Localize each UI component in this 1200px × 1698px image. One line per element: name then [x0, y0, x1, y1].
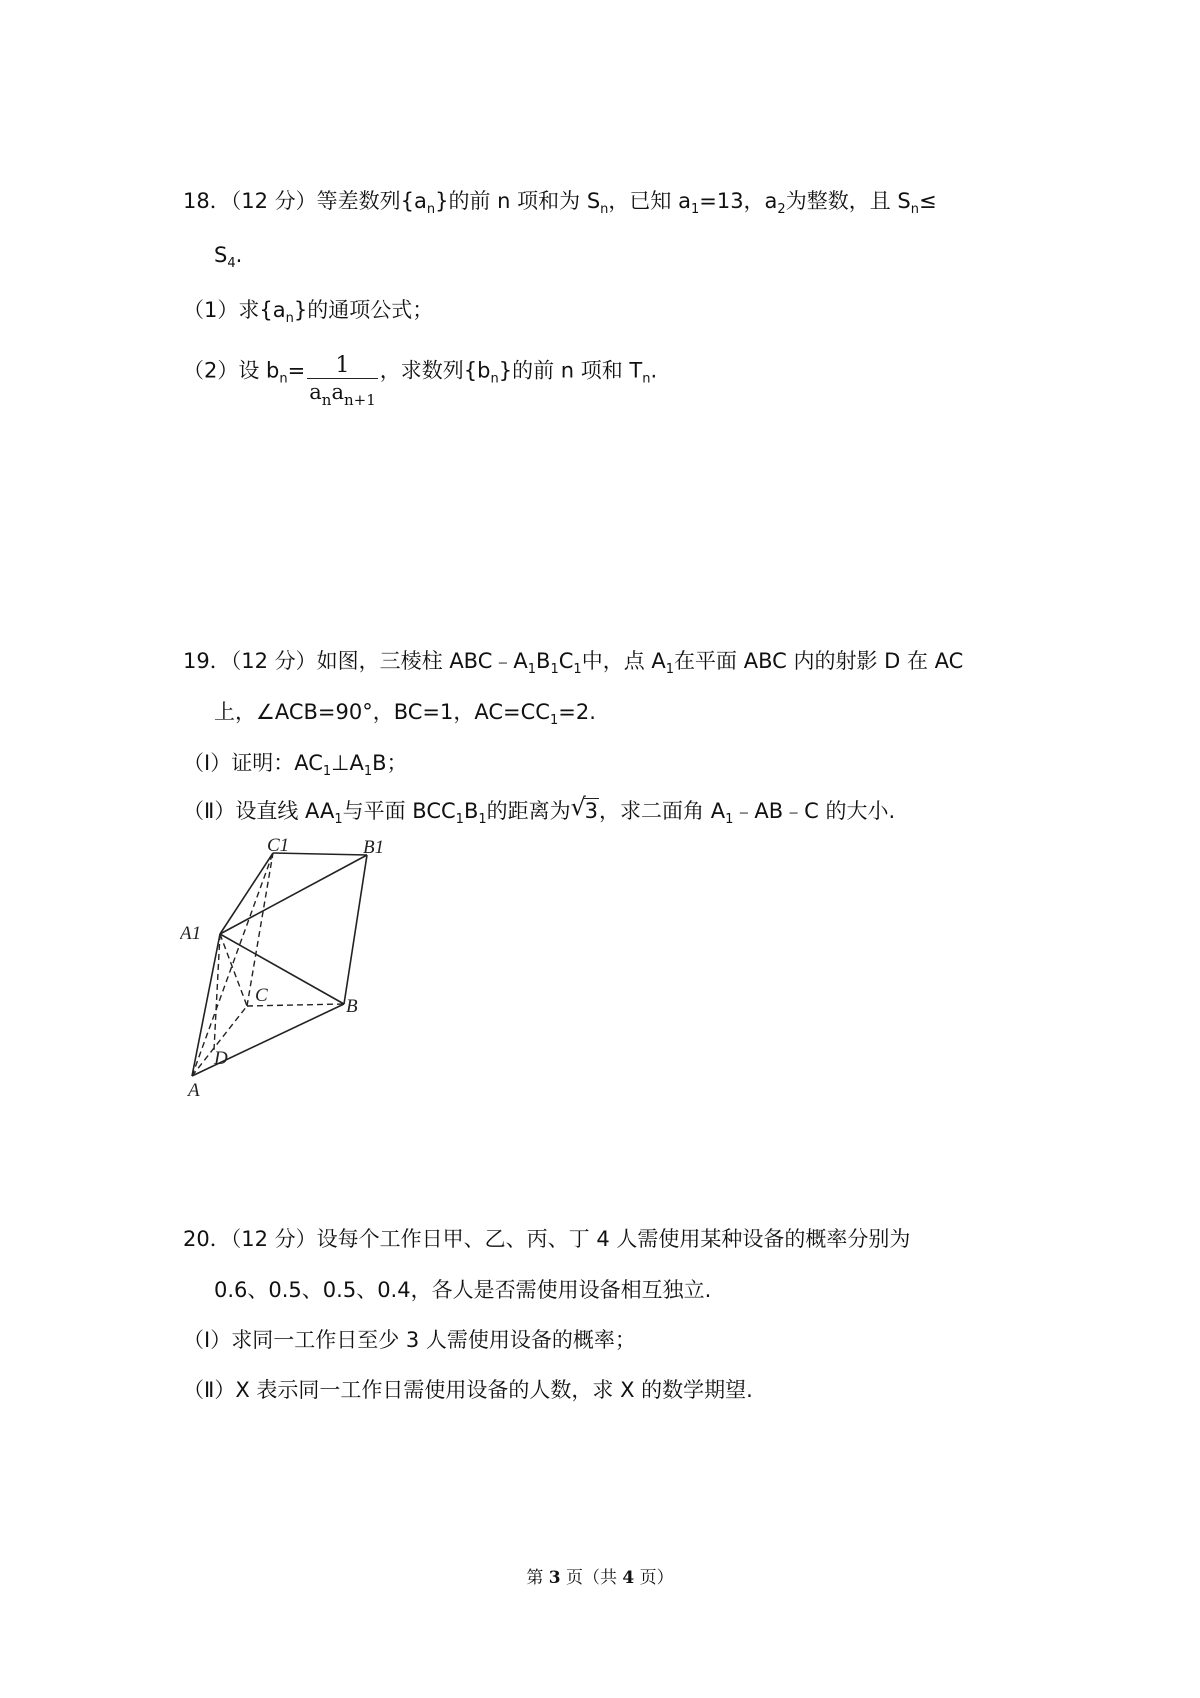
score: （12 分） [230, 649, 317, 673]
fraction-numerator: 1 [335, 353, 350, 378]
q18-line1: 18．（12 分）等差数列$\{a_n\}$的前 n 项和为 $S_n$，已知 $a_1=13$，$a_2$为整数，且 $S_n\le$ [183, 189, 937, 217]
radical-sign: √ [570, 793, 586, 821]
part-label: （Ⅰ） [183, 751, 232, 775]
q19-part2: （Ⅱ）设直线 $AA_1$与平面 $BCC_1B_1$的距离为 √ 3，求二面角 $A_1﹣AB﹣C$ 的大小. [183, 793, 896, 827]
page-number: 3 [548, 1568, 561, 1588]
label-b1: B1 [363, 838, 385, 858]
q18-part1: （1）求$\{a_n\}$的通项公式； [183, 298, 434, 326]
edge-a1-b1 [220, 855, 367, 934]
q19-line2: 上，∠ACB=90°，BC=1，$AC=CC_1=2$. [214, 700, 596, 728]
part-label: （Ⅰ） [183, 1328, 232, 1352]
question-number: 19． [183, 649, 231, 673]
q19-part1: （Ⅰ）证明：$AC_1\perp A_1B$； [183, 751, 408, 779]
part-label: （2） [183, 358, 239, 383]
fraction [307, 353, 378, 409]
q19-line1: 19．（12 分）如图，三棱柱 $ABC﹣A_1B_1C_1$中，点 $A_1$在平面 ABC 内的射影 D 在 AC [183, 649, 964, 677]
label-c: C [255, 985, 268, 1006]
edge-c-c1 [247, 853, 273, 1006]
prism-figure [180, 838, 420, 1113]
q20-part2: （Ⅱ）X 表示同一工作日需使用设备的人数，求 X 的数学期望. [183, 1378, 753, 1402]
label-d: D [214, 1048, 228, 1069]
label-a1: A1 [180, 923, 202, 944]
edge-a1-c1 [220, 853, 273, 934]
sqrt-expression: √ 3 [570, 793, 599, 823]
part-label: （Ⅱ） [183, 799, 236, 823]
edge-b1-b [344, 855, 367, 1004]
fraction-denominator: $a_na_{n+1}$ [309, 380, 376, 409]
q20-line1: 20．（12 分）设每个工作日甲、乙、丙、丁 4 人需使用某种设备的概率分别为 [183, 1227, 911, 1251]
part-label: （Ⅱ） [183, 1378, 236, 1402]
label-a: A [188, 1080, 200, 1101]
label-b: B [346, 996, 358, 1017]
part-label: （1） [183, 298, 239, 322]
question-number: 18． [183, 189, 231, 213]
q20-line2: 0.6、0.5、0.5、0.4，各人是否需使用设备相互独立. [214, 1278, 712, 1302]
page-footer: 第 3 页（共 4 页） [526, 1568, 674, 1588]
label-c1: C1 [267, 838, 290, 856]
q20-part1: （Ⅰ）求同一工作日至少 3 人需使用设备的概率； [183, 1328, 636, 1352]
score: （12 分） [230, 189, 317, 213]
q18-part2: （2）设 $b_n=$ $\frac{1}{a_na_{n+1}}$ ，求数列$\{b_n\}$的前 n 项和 $T_n$. [183, 353, 658, 409]
edge-a1-b [220, 934, 344, 1004]
q18-line2: $S_4$. [214, 243, 243, 271]
edge-a1-c [220, 934, 247, 1006]
page-total: 4 [622, 1568, 635, 1588]
score: （12 分） [230, 1227, 317, 1251]
question-number: 20． [183, 1227, 231, 1251]
